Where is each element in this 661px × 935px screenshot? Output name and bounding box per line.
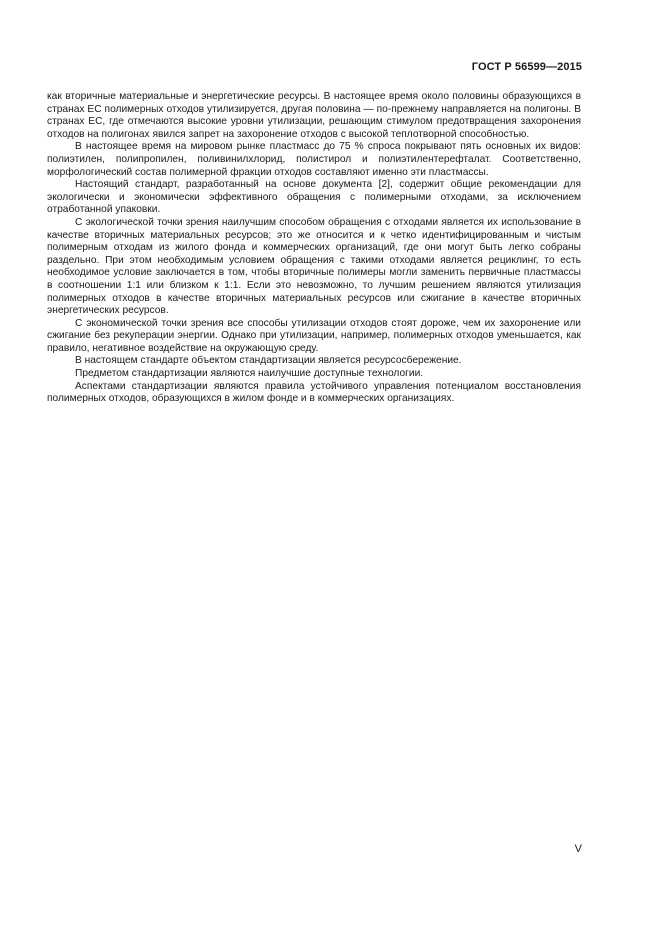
page-number: V <box>574 843 582 855</box>
paragraph-standardization-subject: Предметом стандартизации являются наилучшие доступные технологии. <box>75 368 424 380</box>
paragraph-standard-scope: Настоящий стандарт, разработанный на основе документа [2], содержит общие рекомендации для экологически и экономически эффективного обращения с полимерными отходами, за исключением отработанной упаковки. <box>47 179 581 216</box>
paragraph-ecological-view: С экологической точки зрения наилучшим способом обращения с отходами является их использование в качестве вторичных материальных ресурсов; это же относится и к четко идентифицированным и чистым полимерным отходам из жилого фонда и коммерческих организаций, где они могут быть легко собраны раздельно. При этом необходимым условием обращения с такими отходами является рециклинг, то есть необходимое условие заключается в том, чтобы вторичные полимеры могли заменить первичные пластмассы в соотношении 1:1 или близком к 1:1. Если это невозможно, то лучшим решением являются утилизация полимерных отходов в качестве вторичных материальных ресурсов или сжигание в качестве вторичных энергетических ресурсов. <box>47 216 581 317</box>
paragraph-plastics-market: В настоящее время на мировом рынке пластмасс до 75 % спроса покрывают пять основных их видов: полиэтилен, полипропилен, поливинилхлорид, полистирол и полиэтилентерефталат. Соответственно, морфологический состав полимерной фракции отходов составляют именно эти пластмассы. <box>47 141 581 178</box>
paragraph-standardization-object: В настоящем стандарте объектом стандартизации является ресурсосбережение. <box>75 355 462 367</box>
body-text <box>47 91 581 406</box>
paragraph-standardization-aspects: Аспектами стандартизации являются правила устойчивого управления потенциалом восстановления полимерных отходов, образующихся в жилом фонде и в коммерческих организациях. <box>47 380 581 405</box>
standard-code-header: ГОСТ Р 56599—2015 <box>471 61 582 73</box>
paragraph-economic-view: С экономической точки зрения все способы утилизации отходов стоят дороже, чем их захоронение или сжигание без рекуперации энергии. Однако при утилизации, например, полимерных отходов уменьшается, как правило, негативное воздействие на окружающую среду. <box>47 317 581 354</box>
paragraph-continuation: как вторичные материальные и энергетические ресурсы. В настоящее время около половины образующихся в странах ЕС полимерных отходов утилизируется, другая половина — по-прежнему направляется на полигоны. В странах ЕС, где отмечаются высокие уровни утилизации, решающим стимулом предотвращения захоронения отходов на полигонах явился запрет на захоронение отходов с высокой теплотворной способностью. <box>47 91 581 140</box>
